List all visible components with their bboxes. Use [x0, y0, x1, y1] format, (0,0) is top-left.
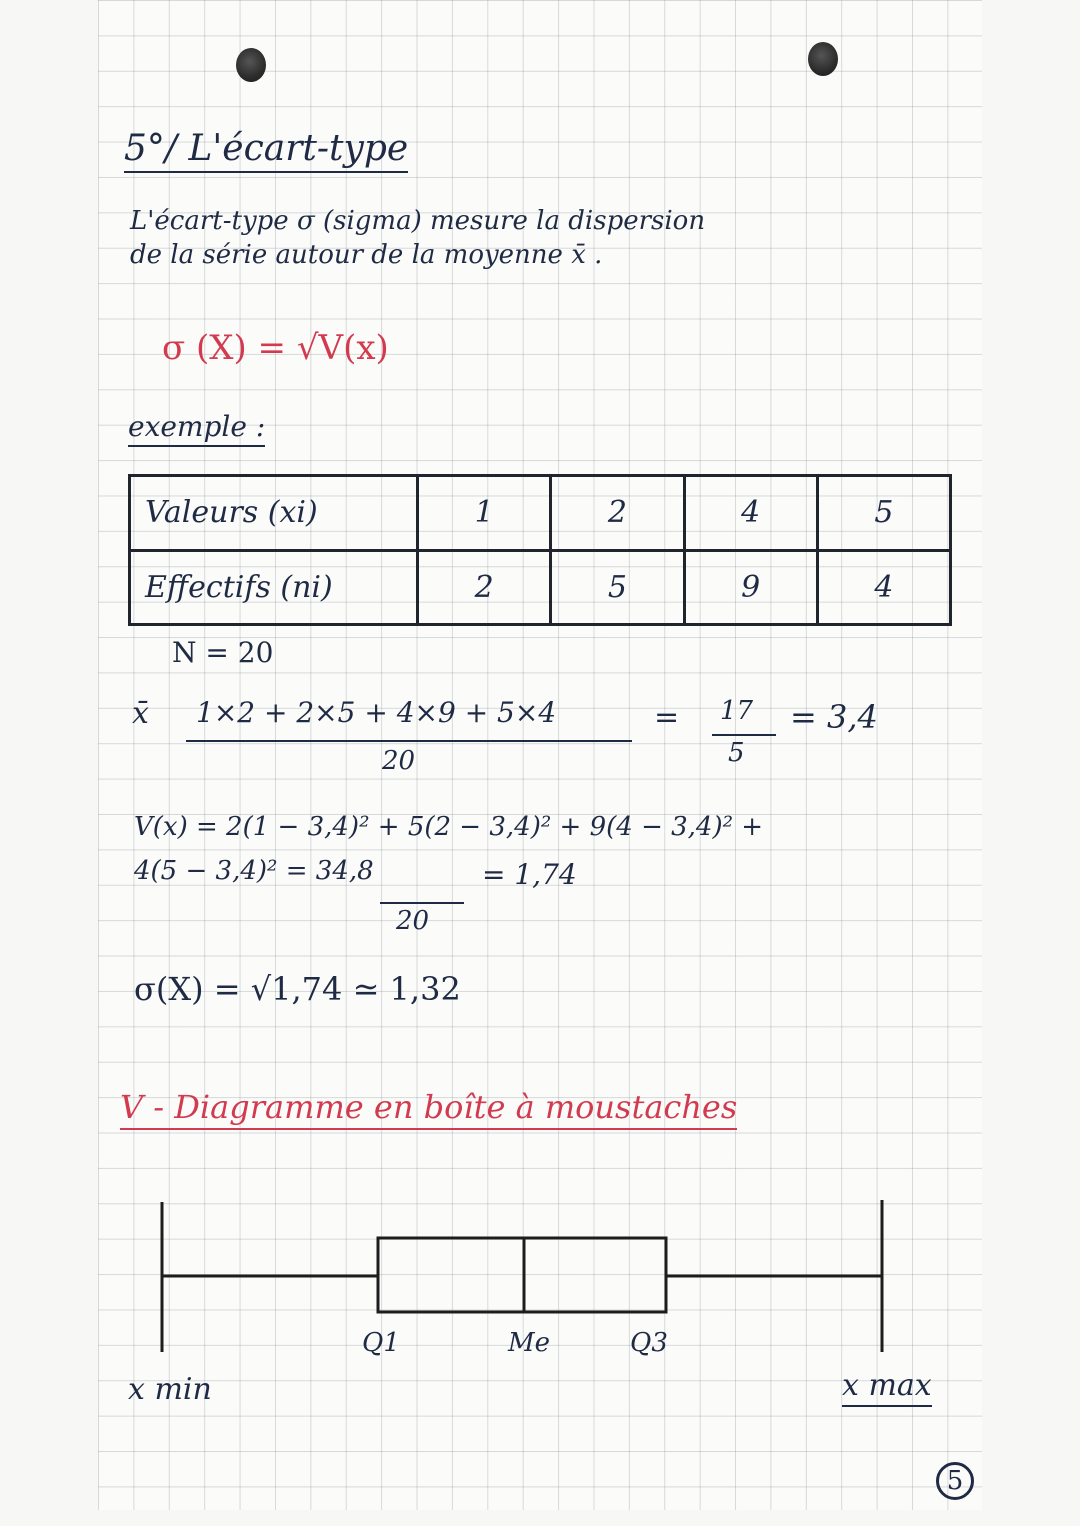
- page-number: 5: [936, 1462, 974, 1500]
- example-label: exemple :: [128, 410, 265, 447]
- label-xmin: x min: [128, 1372, 212, 1407]
- table-header-counts: Effectifs (ni): [130, 550, 418, 625]
- mean-denominator: 20: [382, 746, 416, 776]
- mean-fraction-denominator: 5: [728, 738, 745, 768]
- variance-denominator: 20: [396, 906, 430, 936]
- mean-symbol: x̄: [132, 696, 149, 731]
- box-q1-q3: [378, 1238, 666, 1312]
- table-cell: 9: [684, 550, 817, 625]
- table-cell: 4: [684, 476, 817, 551]
- total-count: N = 20: [172, 636, 274, 669]
- variance-line-1: V(x) = 2(1 − 3,4)² + 5(2 − 3,4)² + 9(4 − 3,4)² +: [134, 812, 764, 842]
- std-dev-result: σ(X) = √1,74 ≃ 1,32: [134, 970, 461, 1008]
- table-cell: 2: [551, 476, 684, 551]
- table-cell: 4: [817, 550, 950, 625]
- mean-result: = 3,4: [790, 698, 878, 736]
- mean-equals: =: [654, 700, 680, 735]
- definition-line-1: L'écart-type σ (sigma) mesure la dispersion: [130, 206, 706, 236]
- table-cell: 2: [418, 550, 551, 625]
- variance-result: = 1,74: [482, 858, 577, 891]
- section-title-boxplot: V - Diagramme en boîte à moustaches: [120, 1088, 737, 1130]
- table-cell: 5: [551, 550, 684, 625]
- label-q3: Q3: [630, 1328, 668, 1358]
- label-median: Me: [508, 1328, 551, 1358]
- table-header-values: Valeurs (xi): [130, 476, 418, 551]
- mean-fraction-numerator: 17: [720, 696, 754, 726]
- table-cell: 5: [817, 476, 950, 551]
- mean-numerator: 1×2 + 2×5 + 4×9 + 5×4: [196, 696, 557, 729]
- variance-line-2: 4(5 − 3,4)² = 34,8: [134, 856, 374, 886]
- label-xmax: x max: [842, 1368, 932, 1407]
- definition-line-2: de la série autour de la moyenne x̄ .: [130, 240, 603, 270]
- label-q1: Q1: [362, 1328, 400, 1358]
- section-title-std-dev: 5°/ L'écart-type: [124, 128, 408, 173]
- std-dev-formula: σ (X) = √V(x): [162, 328, 389, 368]
- table-cell: 1: [418, 476, 551, 551]
